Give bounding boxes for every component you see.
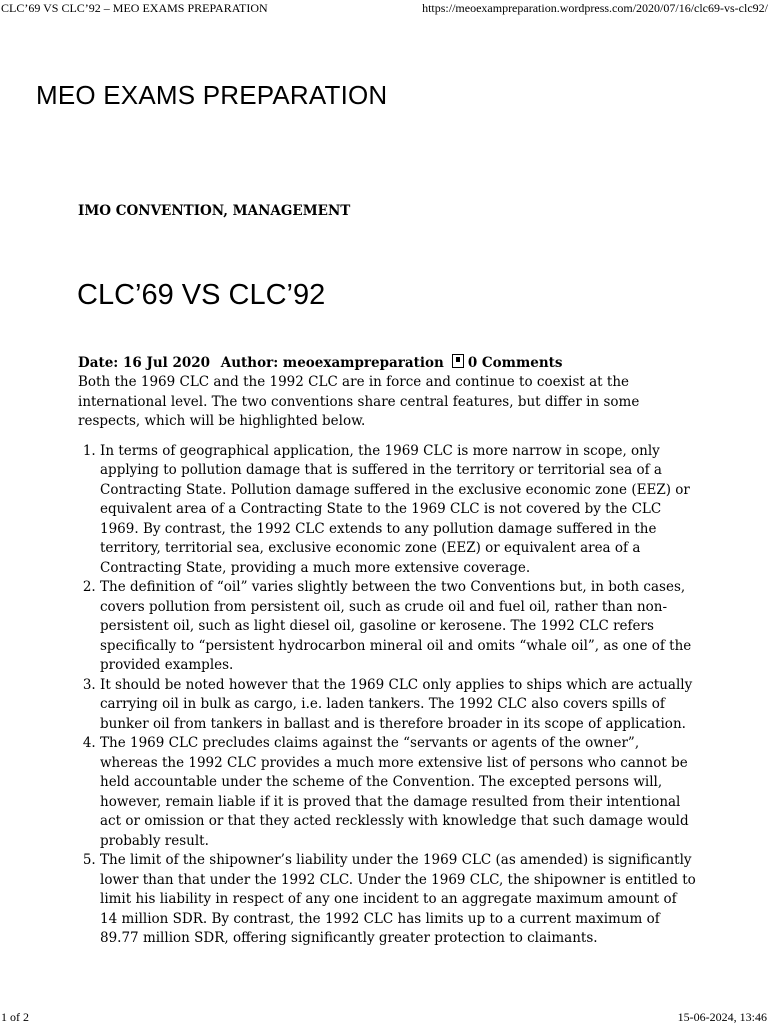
comparison-list <box>78 442 698 949</box>
print-datetime: 15-06-2024, 13:46 <box>677 1010 767 1024</box>
site-title[interactable]: MEO EXAMS PREPARATION <box>36 80 388 110</box>
post-meta <box>78 354 563 372</box>
post-author[interactable]: meoexampreparation <box>282 355 444 371</box>
print-header <box>0 0 768 16</box>
post-title: CLC’69 VS CLC’92 <box>77 279 326 311</box>
post-categories[interactable]: IMO CONVENTION, MANAGEMENT <box>78 203 351 219</box>
list-item: 2. The definition of “oil” varies slightly between the two Conventions but, in both cases, covers pollution from persistent oil, such as crude oil and fuel oil, rather than non-persistent oil, such as light diesel oil, gasoline or kerosene. The 1992 CLC refers specifically to “persistent hydrocarbon mineral oil and omits “whale oil”, as one of the provided examples. <box>100 578 698 676</box>
print-page-url[interactable]: https://meoexampreparation.wordpress.com/2020/07/16/clc69-vs-clc92/ <box>422 1 768 15</box>
page-number: 1 of 2 <box>1 1010 29 1024</box>
list-item: 5. The limit of the shipowner’s liability under the 1969 CLC (as amended) is significantly lower than that under the 1992 CLC. Under the 1969 CLC, the shipowner is entitled to limit his liability in respect of any one incident to an aggregate maximum amount of 14 million SDR. By contrast, the 1992 CLC has limits up to a current maximum of 89.77 million SDR, offering significantly greater protection to claimants. <box>100 851 698 949</box>
print-footer <box>0 1008 768 1024</box>
post-date[interactable]: 16 Jul 2020 <box>122 355 211 371</box>
post-content <box>78 373 698 949</box>
print-page-title: CLC’69 VS CLC’92 – MEO EXAMS PREPARATION <box>1 1 268 15</box>
comment-icon <box>452 354 464 368</box>
comments-link[interactable]: 0 Comments <box>467 355 563 371</box>
intro-paragraph: Both the 1969 CLC and the 1992 CLC are in force and continue to coexist at the international level. The two conventions share central features, but differ in some respects, which will be highlighted below. <box>78 374 640 429</box>
list-item: 4. The 1969 CLC precludes claims against the “servants or agents of the owner”, whereas the 1992 CLC provides a much more extensive list of persons who cannot be held accountable under the scheme of the Convention. The excepted persons will, however, remain liable if it is proved that the damage resulted from their intentional act or omission or that they acted recklessly with knowledge that such damage would probably result. <box>100 734 698 851</box>
date-label: Date: <box>78 355 119 371</box>
author-label: Author: <box>220 355 279 371</box>
list-item: 3. It should be noted however that the 1969 CLC only applies to ships which are actually carrying oil in bulk as cargo, i.e. laden tankers. The 1992 CLC also covers spills of bunker oil from tankers in ballast and is therefore broader in its scope of application. <box>100 676 698 735</box>
list-item: 1. In terms of geographical application, the 1969 CLC is more narrow in scope, only applying to pollution damage that is suffered in the territory or territorial sea of a Contracting State. Pollution damage suffered in the exclusive economic zone (EEZ) or equivalent area of a Contracting State to the 1969 CLC is not covered by the CLC 1969. By contrast, the 1992 CLC extends to any pollution damage suffered in the territory, territorial sea, exclusive economic zone (EEZ) or equivalent area of a Contracting State, providing a much more extensive coverage. <box>100 442 698 579</box>
